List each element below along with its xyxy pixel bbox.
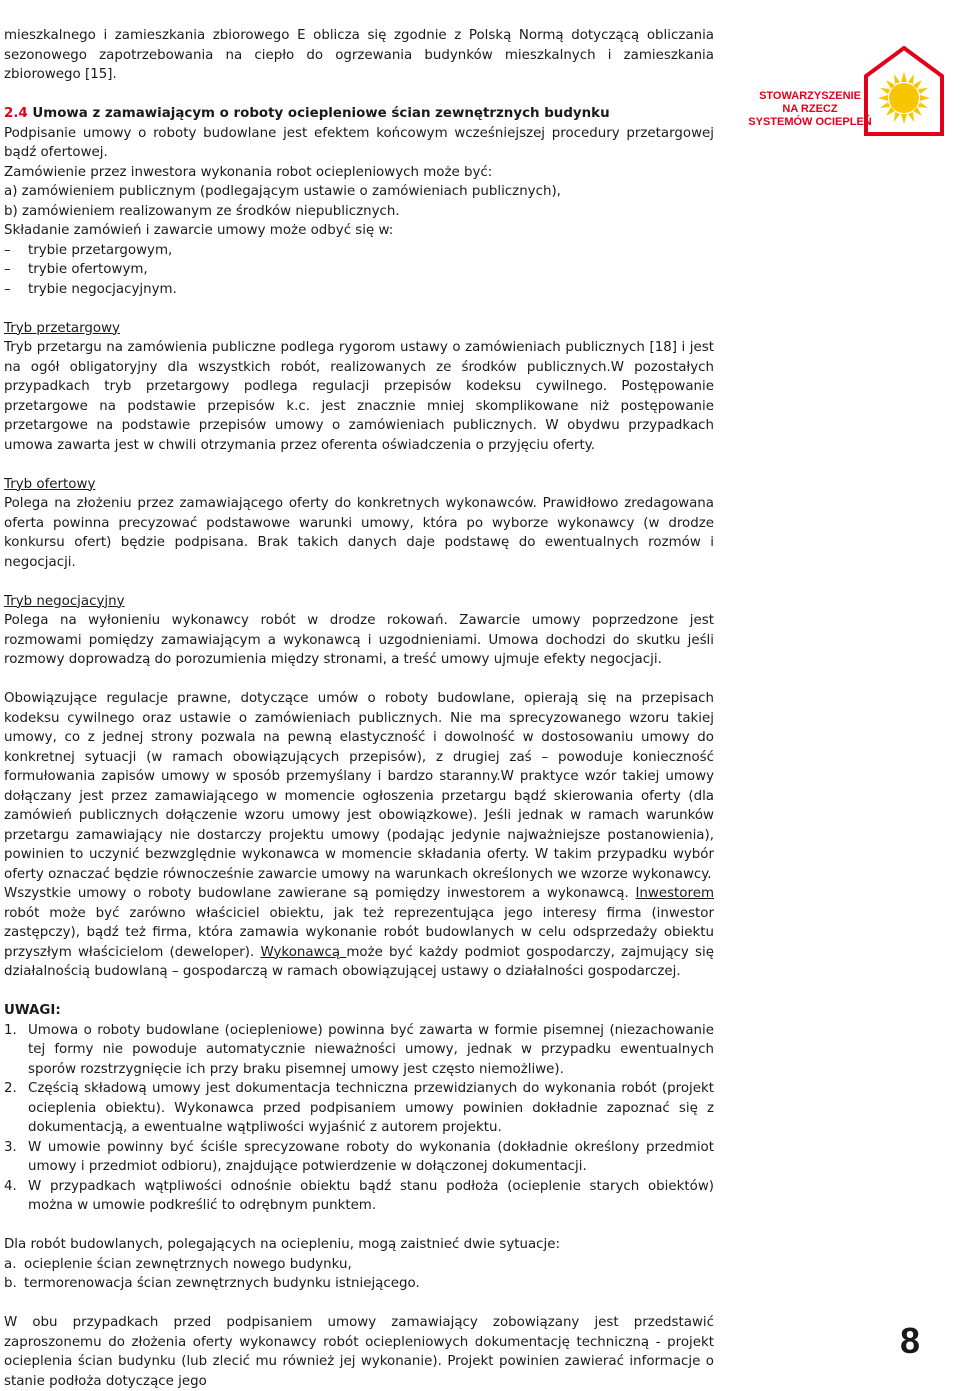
uwagi-item: [4, 1021, 714, 1080]
mode-item: [4, 260, 714, 280]
wykonawca-term: Wykonawcą: [260, 944, 347, 960]
text-run: Wszystkie umowy o roboty budowlane zawierane są pomiędzy inwestorem a wykonawcą.: [4, 886, 636, 901]
logo-line-3: SYSTEMÓW OCIEPLEŃ: [748, 116, 872, 128]
inwestorem-term: Inwestorem: [635, 886, 714, 901]
item-text: W umowie powinny być ściśle sprecyzowane roboty do wykonania (dokładnie określony przedmiot umowy i przedmiot odbioru), znajdujące potwierdzenie w dołączonej dokumentacji.: [28, 1139, 714, 1174]
item-text: Umowa o roboty budowlane (ociepleniowe) powinna być zawarta w formie pisemnej (niezachowanie tej formy nie powoduje automatycznie nieważności umowy, jednak w przypadku ewentualnych sporów rozstrzygnięcie ich przy braku pisemnej umowy jest często niemożliwe).: [28, 1022, 714, 1077]
section-heading: [4, 104, 714, 124]
mode-text: trybie ofertowym,: [28, 262, 148, 277]
dash-bullet: –: [4, 262, 11, 277]
tryb-przetargowy-title: Tryb przetargowy: [4, 320, 120, 336]
item-text: W przypadkach wątpliwości odnośnie obiektu bądź stanu podłoża (ocieplenie starych obiektów) można w umowie podkreślić to odrębnym punktem.: [28, 1178, 714, 1213]
tryb-negocjacyjny-text: Polega na wyłonieniu wykonawcy robót w drodze rokowań. Zawarcie umowy poprzedzone jest rozmowami pomiędzy zamawiającym a wykonawcą i uzgodnieniami. Umowa dochodzi do skutku jeśli rozmowy doprowadzą do porozumienia między stronami, a treść umowy ujmuje efekty negocjacji.: [4, 613, 714, 667]
sytuacje-intro: Dla robót budowlanych, polegających na ociepleniu, mogą zaistnieć dwie sytuacje:: [4, 1237, 561, 1252]
regulacje-paragraph-2: [4, 884, 714, 982]
sun-house-icon: [864, 46, 944, 136]
item-text: ocieplenie ścian zewnętrznych nowego budynku,: [24, 1256, 352, 1272]
section-number: 2.4: [4, 106, 28, 121]
item-number: 1.: [4, 1022, 17, 1038]
order-type-b: b) zamówieniem realizowanym ze środków niepublicznych.: [4, 203, 400, 219]
item-text: Częścią składową umowy jest dokumentacja techniczna przewidzianych do wykonania robót (projekt ocieplenia obiektu). Wykonawca przed podpisaniem umowy powinien dokładnie zapoznać się z dokumentacją, a ewentualne wątpliwości wyjaśnić z autorem projektu.: [28, 1081, 714, 1135]
logo-line-1: STOWARZYSZENIE: [759, 90, 861, 102]
mode-text: trybie przetargowym,: [28, 242, 173, 258]
association-logo: [740, 46, 945, 136]
item-number: 4.: [4, 1178, 17, 1194]
uwagi-item: [4, 1079, 714, 1138]
dash-bullet: –: [4, 281, 11, 297]
sytuacje-item: [4, 1255, 714, 1275]
mode-item: [4, 280, 714, 300]
logo-text: [740, 90, 880, 129]
dash-bullet: –: [4, 242, 11, 258]
tryb-ofertowy-text: Polega na złożeniu przez zamawiającego oferty do konkretnych wykonawców. Prawidłowo zredagowana oferta powinna precyzować podstawowe warunki umowy, która po wyborze wykonawcy (w drodze konkursu ofert) będzie podpisana. Brak takich danych daje podstawę do ewentualnych rozmów i negocjacji.: [4, 496, 714, 570]
uwagi-item: [4, 1138, 714, 1177]
item-letter: b.: [4, 1276, 17, 1291]
tryb-ofertowy-title: Tryb ofertowy: [4, 476, 96, 492]
item-number: 3.: [4, 1139, 17, 1155]
tryb-przetargowy-text: Tryb przetargu na zamówienia publiczne podlega rygorom ustawy o zamówieniach publicznych [18] i jest na ogół obligatoryjny dla wszystkich robót, realizowanych ze środków publicznych.W pozostałych przypadkach tryb przetargowy podlega regulacji przepisów kodeksu cywilnego. Postępowanie przetargowe na podstawie przepisów k.c. jest znacznie mniej skomplikowane niż postępowanie przetargowe na podstawie przepisów umowy o zamówieniach publicznych. W obydwu przypadkach umowa zawarta jest w chwili otrzymania przez oferenta oświadczenia o przyjęciu oferty.: [4, 340, 714, 453]
final-paragraph: W obu przypadkach przed podpisaniem umowy zamawiający zobowiązany jest przedstawić zaproszonemu do złożenia oferty wykonawcy robót ociepleniowych dokumentację techniczną - projekt ocieplenia ścian budynku (lub zlecić mu również jej wykonanie). Projekt powinien zawierać informacje o stanie podłoża dotyczące jego: [4, 1315, 714, 1389]
mode-item: [4, 241, 714, 261]
uwagi-title: UWAGI:: [4, 1003, 61, 1018]
mode-text: trybie negocjacyjnym.: [28, 281, 177, 297]
section-paragraph-4: Składanie zamówień i zawarcie umowy może odbyć się w:: [4, 223, 394, 238]
regulacje-paragraph-1: Obowiązujące regulacje prawne, dotyczące umów o roboty budowlane, opierają się na przepisach kodeksu cywilnego oraz ustawie o zamówieniach publicznych. Nie ma sprecyzowanego wzoru takiej umowy, co z jednej strony pozwala na pewną elastyczność i dowolność w dostosowaniu umowy do konkretnej sytuacji (w ramach obowiązujących przepisów), z drugiej zaś – powoduje konieczność formułowania zapisów umowy w sposób przemyślany i bardzo staranny.W praktyce wzór takiej umowy dołączany jest przez zamawiającego w momencie ogłoszenia przetargu bądź skierowania oferty (dla zamówień publicznych dołączenie wzoru umowy jest obowiązkowe). Jeśli jednak w ramach warunków przetargu zamawiający nie dostarczy projektu umowy (podając jedynie najważniejsze postanowienia), powinien to uczynić bezwzględnie wykonawca w momencie składania oferty. W takim przypadku wybór oferty oznaczać będzie równocześnie zawarcie umowy na warunkach określonych we wzorze wykonawcy.: [4, 691, 714, 882]
intro-paragraph: mieszkalnego i zamieszkania zbiorowego E oblicza się zgodnie z Polską Normą dotyczącą obliczania sezonowego zapotrzebowania na ciepło do ogrzewania budynków mieszkalnych i zamieszkania zbiorowego [15].: [4, 28, 714, 82]
document-body: [4, 26, 714, 1391]
text-run: może być każdy podmiot gospodarczy, zajmujący się działalnością budowlaną – gospodarczą w ramach obowiązującej ustawy o działalności gospodarczej.: [4, 944, 714, 979]
order-type-a: a) zamówieniem publicznym (podlegającym ustawie o zamówieniach publicznych),: [4, 184, 561, 199]
section-paragraph-2: Zamówienie przez inwestora wykonania robot ociepleniowych może być:: [4, 164, 493, 180]
text-run: robót może być zarówno właściciel obiektu, jak też reprezentująca jego interesy firma (inwestor zastępczy), bądź też firma, która zamawia wykonanie robót budowlanych w celu odsprzedaży obiektu przyszłym właścicielom (deweloper).: [4, 905, 714, 960]
item-number: 2.: [4, 1081, 17, 1096]
section-paragraph-1: Podpisanie umowy o roboty budowlane jest efektem końcowym wcześniejszej procedury przetargowej bądź ofertowej.: [4, 125, 714, 160]
uwagi-item: [4, 1177, 714, 1216]
tryb-negocjacyjny-title: Tryb negocjacyjny: [4, 593, 125, 609]
logo-line-2: NA RZECZ: [782, 103, 838, 115]
item-text: termorenowacja ścian zewnętrznych budynku istniejącego.: [24, 1276, 420, 1291]
section-title: Umowa z zamawiającym o roboty ociepleniowe ścian zewnętrznych budynku: [27, 106, 610, 121]
item-letter: a.: [4, 1256, 17, 1272]
page-number: 8: [899, 1320, 921, 1361]
sytuacje-item: [4, 1274, 714, 1294]
